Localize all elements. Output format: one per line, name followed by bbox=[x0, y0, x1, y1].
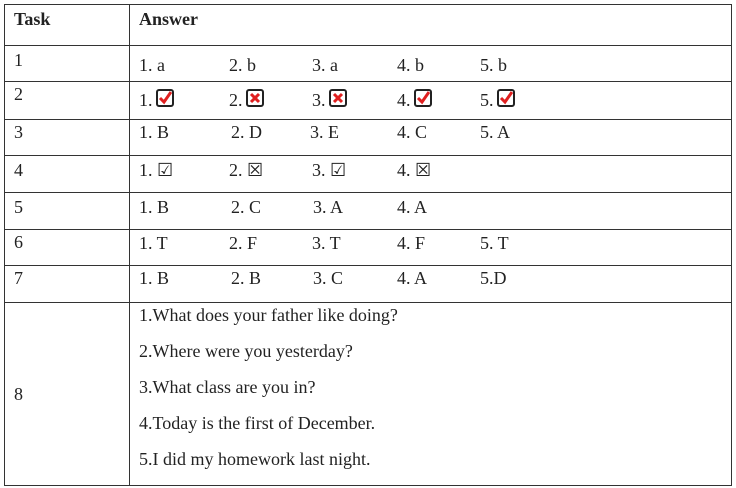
answer-item: 4. A bbox=[397, 268, 428, 288]
answer-item bbox=[480, 90, 515, 111]
table-row bbox=[5, 303, 732, 486]
cross-mark-icon bbox=[246, 89, 264, 107]
answer-item: 2. D bbox=[231, 122, 262, 142]
answers-cell bbox=[130, 46, 732, 82]
answer-item: 4. A bbox=[397, 197, 428, 217]
check-mark-icon bbox=[156, 89, 174, 107]
task-number: 5 bbox=[5, 193, 130, 230]
answers-cell bbox=[130, 193, 732, 230]
sentence-item: 2.Where were you yesterday? bbox=[139, 341, 353, 361]
answer-item bbox=[397, 90, 432, 111]
table-row bbox=[5, 120, 732, 156]
answer-item: 3. T bbox=[312, 233, 341, 253]
answer-item: 1. B bbox=[139, 268, 170, 288]
check-mark-icon bbox=[497, 89, 515, 107]
answer-item: 2. B bbox=[231, 268, 262, 288]
answer-item: 4. ☒ bbox=[397, 160, 432, 180]
answer-item: 4. C bbox=[397, 122, 428, 142]
answer-item: 3. A bbox=[313, 197, 344, 217]
task-header: Task bbox=[5, 5, 130, 46]
answer-item: 3. ☑ bbox=[312, 160, 347, 180]
sentence-item: 3.What class are you in? bbox=[139, 377, 316, 397]
sentence-item: 5.I did my homework last night. bbox=[139, 449, 371, 469]
answer-label: 5. bbox=[480, 90, 494, 110]
table-row bbox=[5, 46, 732, 82]
answer-item: 5.D bbox=[480, 268, 507, 288]
check-mark-icon bbox=[414, 89, 432, 107]
header-row bbox=[5, 5, 732, 46]
answer-item: 4. b bbox=[397, 55, 424, 75]
table-row bbox=[5, 82, 732, 120]
answer-item: 5. A bbox=[480, 122, 511, 142]
answer-label: 2. bbox=[229, 90, 243, 110]
sentences-cell bbox=[130, 303, 732, 486]
answer-item: 3. C bbox=[313, 268, 344, 288]
sentence-item: 4.Today is the first of December. bbox=[139, 413, 376, 433]
sentence-item: 1.What does your father like doing? bbox=[139, 305, 398, 325]
answer-item: 4. F bbox=[397, 233, 426, 253]
answer-item: 2. ☒ bbox=[229, 160, 264, 180]
task-number: 2 bbox=[5, 82, 130, 120]
answer-item bbox=[312, 90, 347, 111]
answer-table bbox=[4, 4, 732, 486]
table-row bbox=[5, 193, 732, 230]
answer-item: 5. b bbox=[480, 55, 507, 75]
answers-cell bbox=[130, 156, 732, 193]
task-number: 7 bbox=[5, 266, 130, 303]
task-number: 1 bbox=[5, 46, 130, 82]
answers-cell bbox=[130, 266, 732, 303]
answer-item bbox=[139, 90, 174, 111]
task-number: 6 bbox=[5, 230, 130, 266]
answer-item: 1. a bbox=[139, 55, 165, 75]
answer-item: 2. C bbox=[231, 197, 262, 217]
answer-label: 4. bbox=[397, 90, 411, 110]
task-number: 4 bbox=[5, 156, 130, 193]
answer-item: 5. T bbox=[480, 233, 509, 253]
table-row bbox=[5, 266, 732, 303]
answer-item: 3. E bbox=[310, 122, 339, 142]
answer-item: 1. B bbox=[139, 122, 170, 142]
answer-label: 1. bbox=[139, 90, 153, 110]
answers-cell bbox=[130, 120, 732, 156]
answer-label: 3. bbox=[312, 90, 326, 110]
answer-item: 2. b bbox=[229, 55, 256, 75]
answers-cell bbox=[130, 82, 732, 120]
answer-item bbox=[229, 90, 264, 111]
task-number: 8 bbox=[5, 303, 130, 486]
table-row bbox=[5, 230, 732, 266]
table-row bbox=[5, 156, 732, 193]
answer-header: Answer bbox=[130, 5, 732, 46]
answer-item: 2. F bbox=[229, 233, 258, 253]
answer-item: 3. a bbox=[312, 55, 338, 75]
answers-cell bbox=[130, 230, 732, 266]
task-number: 3 bbox=[5, 120, 130, 156]
cross-mark-icon bbox=[329, 89, 347, 107]
answer-item: 1. T bbox=[139, 233, 168, 253]
answer-item: 1. B bbox=[139, 197, 170, 217]
answer-item: 1. ☑ bbox=[139, 160, 174, 180]
